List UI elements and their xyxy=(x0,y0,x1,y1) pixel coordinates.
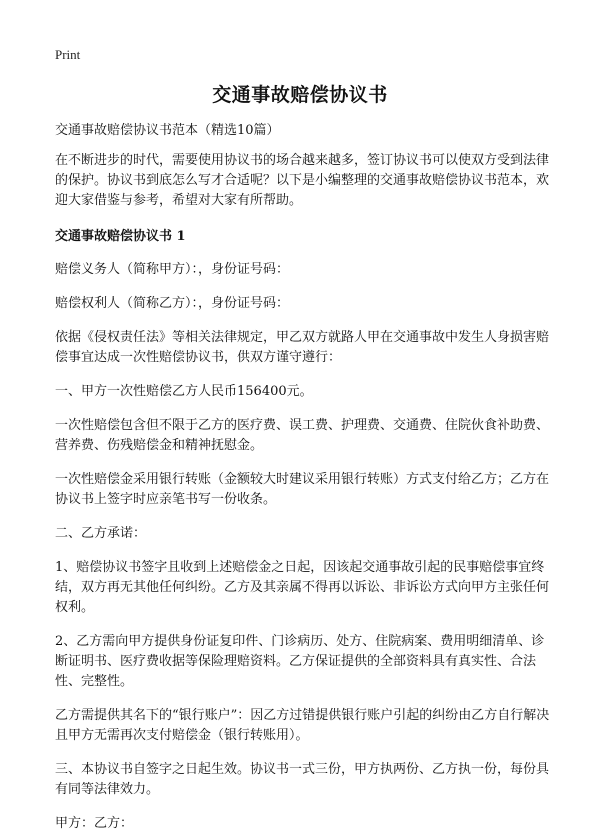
signature-line: 甲方：乙方： xyxy=(55,816,134,831)
obligor-line: 赔偿义务人（简称甲方）：，身份证号码： xyxy=(55,262,290,277)
compensation-scope-paragraph: 一次性赔偿包含但不限于乙方的医疗费、误工费、护理费、交通费、住院伙食补助费、营养费、伤残赔偿金和精神抚慰金。 xyxy=(55,418,550,453)
payment-method-paragraph: 一次性赔偿金采用银行转账（金额较大时建议采用银行转账）方式支付给乙方；乙方在协议书上签字时应亲笔书写一份收条。 xyxy=(55,472,550,507)
clause-three-paragraph: 三、本协议书自签字之日起生效。协议书一式三份，甲方执两份、乙方执一份，每份具有同等法律效力。 xyxy=(55,762,550,797)
page-title: 交通事故赔偿协议书 xyxy=(212,84,388,106)
bank-account-paragraph: 乙方需提供其名下的“银行账户”：因乙方过错提供银行账户引起的纠纷由乙方自行解决且甲方无需再次支付赔偿金（银行转账用）。 xyxy=(55,708,550,743)
document-subtitle: 交通事故赔偿协议书范本（精选10篇） xyxy=(55,123,280,138)
document-body xyxy=(55,121,555,834)
intro-paragraph: 在不断进步的时代，需要使用协议书的场合越来越多，签订协议书可以使双方受到法律的保护。协议书到底怎么写才合适呢？以下是小编整理的交通事故赔偿协议书范本，欢迎大家借鉴与参考，希望对大家有所帮助。 xyxy=(55,153,550,208)
clause-one: 一、甲方一次性赔偿乙方人民币156400元。 xyxy=(55,384,313,399)
promise-two-paragraph: 2、乙方需向甲方提供身份证复印件、门诊病历、处方、住院病案、费用明细清单、诊断证明书、医疗费收据等保险理赔资料。乙方保证提供的全部资料具有真实性、合法性、完整性。 xyxy=(55,634,545,689)
clause-two-heading: 二、乙方承诺： xyxy=(55,526,147,541)
obligee-line: 赔偿权利人（简称乙方）：，身份证号码： xyxy=(55,296,290,311)
print-link[interactable]: Print xyxy=(55,47,81,62)
section-heading: 交通事故赔偿协议书 1 xyxy=(55,229,186,244)
legal-basis-paragraph: 依据《侵权责任法》等相关法律规定，甲乙双方就路人甲在交通事故中发生人身损害赔偿事宜达成一次性赔偿协议书，供双方谨守遵行： xyxy=(55,330,550,365)
promise-one-paragraph: 1、赔偿协议书签字且收到上述赔偿金之日起，因该起交通事故引起的民事赔偿事宜终结，双方再无其他任何纠纷。乙方及其亲属不得再以诉讼、非诉讼方式向甲方主张任何权利。 xyxy=(55,560,550,615)
